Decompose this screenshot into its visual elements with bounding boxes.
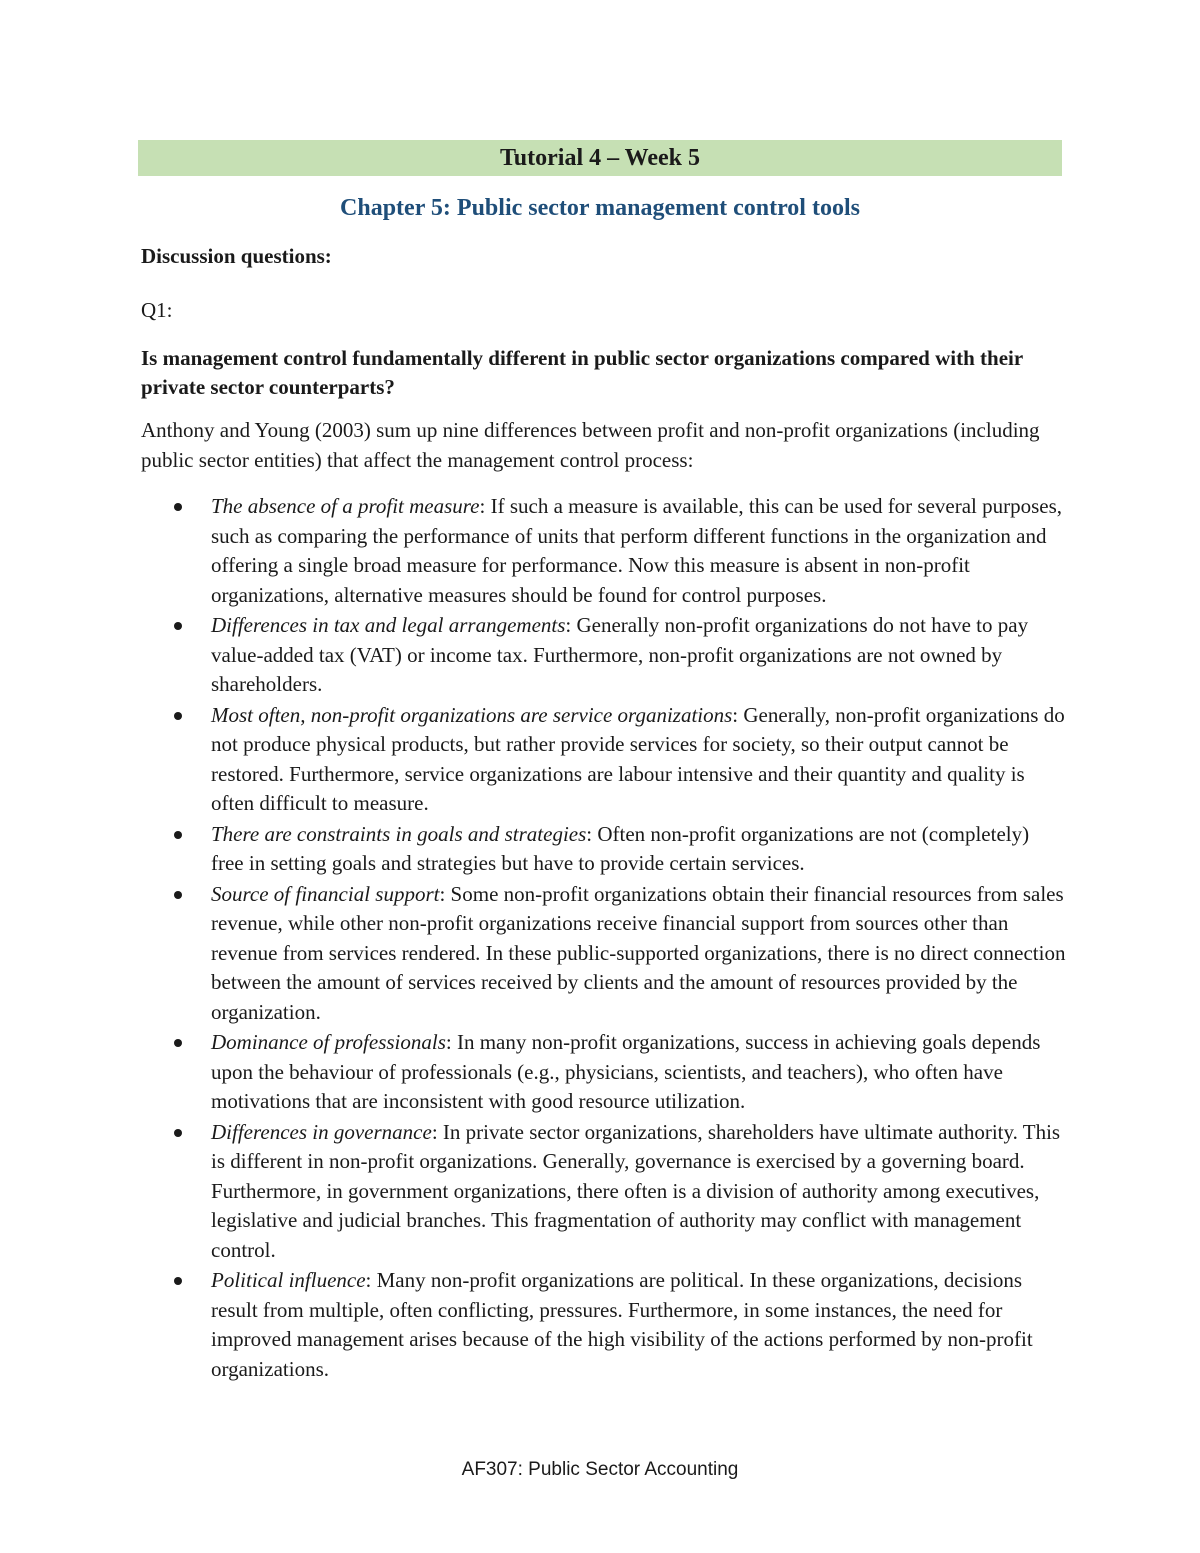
list-item [141,492,1066,610]
list-item [141,611,1066,700]
bullet-icon [174,1129,182,1137]
discussion-heading: Discussion questions: [141,244,332,268]
list-item-term: Differences in tax and legal arrangements [211,613,566,637]
chapter-heading: Chapter 5: Public sector management control tools [340,195,860,221]
title-banner [138,140,1062,176]
list-item-term: Differences in governance [211,1119,432,1144]
question-text: Is management control fundamentally different in public sector organizations compared with their private sector counterparts? [141,346,1023,399]
bullet-icon [174,831,182,839]
list-item-text: : If such a measure is available, this can be used for several purposes, such as comparing the performance of units that perform different functions in the organization and offering a single broad measure for performance. Now this measure is absent in non-profit organizations, alternative measures should be found for control purposes. [211,494,1063,607]
document-body [141,238,1066,1385]
list-item-text: : Often non-profit organizations are not (completely) free in setting goals and strategies but have to provide certain services. [211,821,1030,875]
bullet-icon [174,712,182,720]
list-item-text: : Generally, non-profit organizations do not produce physical products, but rather provide services for society, so their output cannot be restored. Furthermore, service organizations are labour intensive and their quantity and quality is often difficult to measure. [211,702,1065,815]
differences-list [141,492,1066,1384]
list-item-term: Most often, non-profit organizations are service organizations [211,702,733,727]
list-item-term: There are constraints in goals and strategies [211,821,587,846]
list-item-term: Political influence [211,1268,366,1292]
list-item [141,820,1066,879]
bullet-icon [174,1039,182,1047]
bullet-icon [174,622,182,630]
list-item-term: The absence of a profit measure [211,494,480,518]
list-item-text: : In private sector organizations, shareholders have ultimate authority. This is different in non-profit organizations. Generally, governance is exercised by a governing board. Furthermore, in government organizations, there often is a division of authority among executives, legislative and judicial branches. This fragmentation of authority may conflict with management control. [211,1119,1061,1262]
list-item [141,1118,1066,1266]
intro-paragraph: Anthony and Young (2003) sum up nine differences between profit and non-profit organizations (including public sector entities) that affect the management control process: [141,418,1040,472]
list-item-text: : Some non-profit organizations obtain their financial resources from sales revenue, while other non-profit organizations receive financial support from sources other than revenue from services rendered. In these public-supported organizations, there is no direct connection between the amount of services received by clients and the amount of resources provided by the organization. [211,881,1066,1024]
list-item-text: : In many non-profit organizations, success in achieving goals depends upon the behaviour of professionals (e.g., physicians, scientists, and teachers), who often have motivations that are inconsistent with good resource utilization. [211,1030,1041,1113]
list-item-text: : Many non-profit organizations are political. In these organizations, decisions result from multiple, often conflicting, pressures. Furthermore, in some instances, the need for improved management arises because of the high visibility of the actions performed by non-profit organizations. [211,1268,1033,1381]
document-title: Tutorial 4 – Week 5 [499,144,701,171]
list-item [141,701,1066,819]
list-item-term: Source of financial support [211,881,440,906]
bullet-icon [174,891,182,899]
list-item-text: : Generally non-profit organizations do not have to pay value-added tax (VAT) or income tax. Furthermore, non-profit organizations are not owned by shareholders. [211,613,1029,696]
question-label: Q1: [141,298,173,322]
bullet-icon [174,503,182,511]
list-item [141,1266,1066,1384]
page-footer: AF307: Public Sector Accounting [461,1459,739,1480]
list-item [141,880,1066,1028]
bullet-icon [174,1277,182,1285]
list-item-term: Dominance of professionals [211,1030,446,1054]
list-item [141,1028,1066,1117]
